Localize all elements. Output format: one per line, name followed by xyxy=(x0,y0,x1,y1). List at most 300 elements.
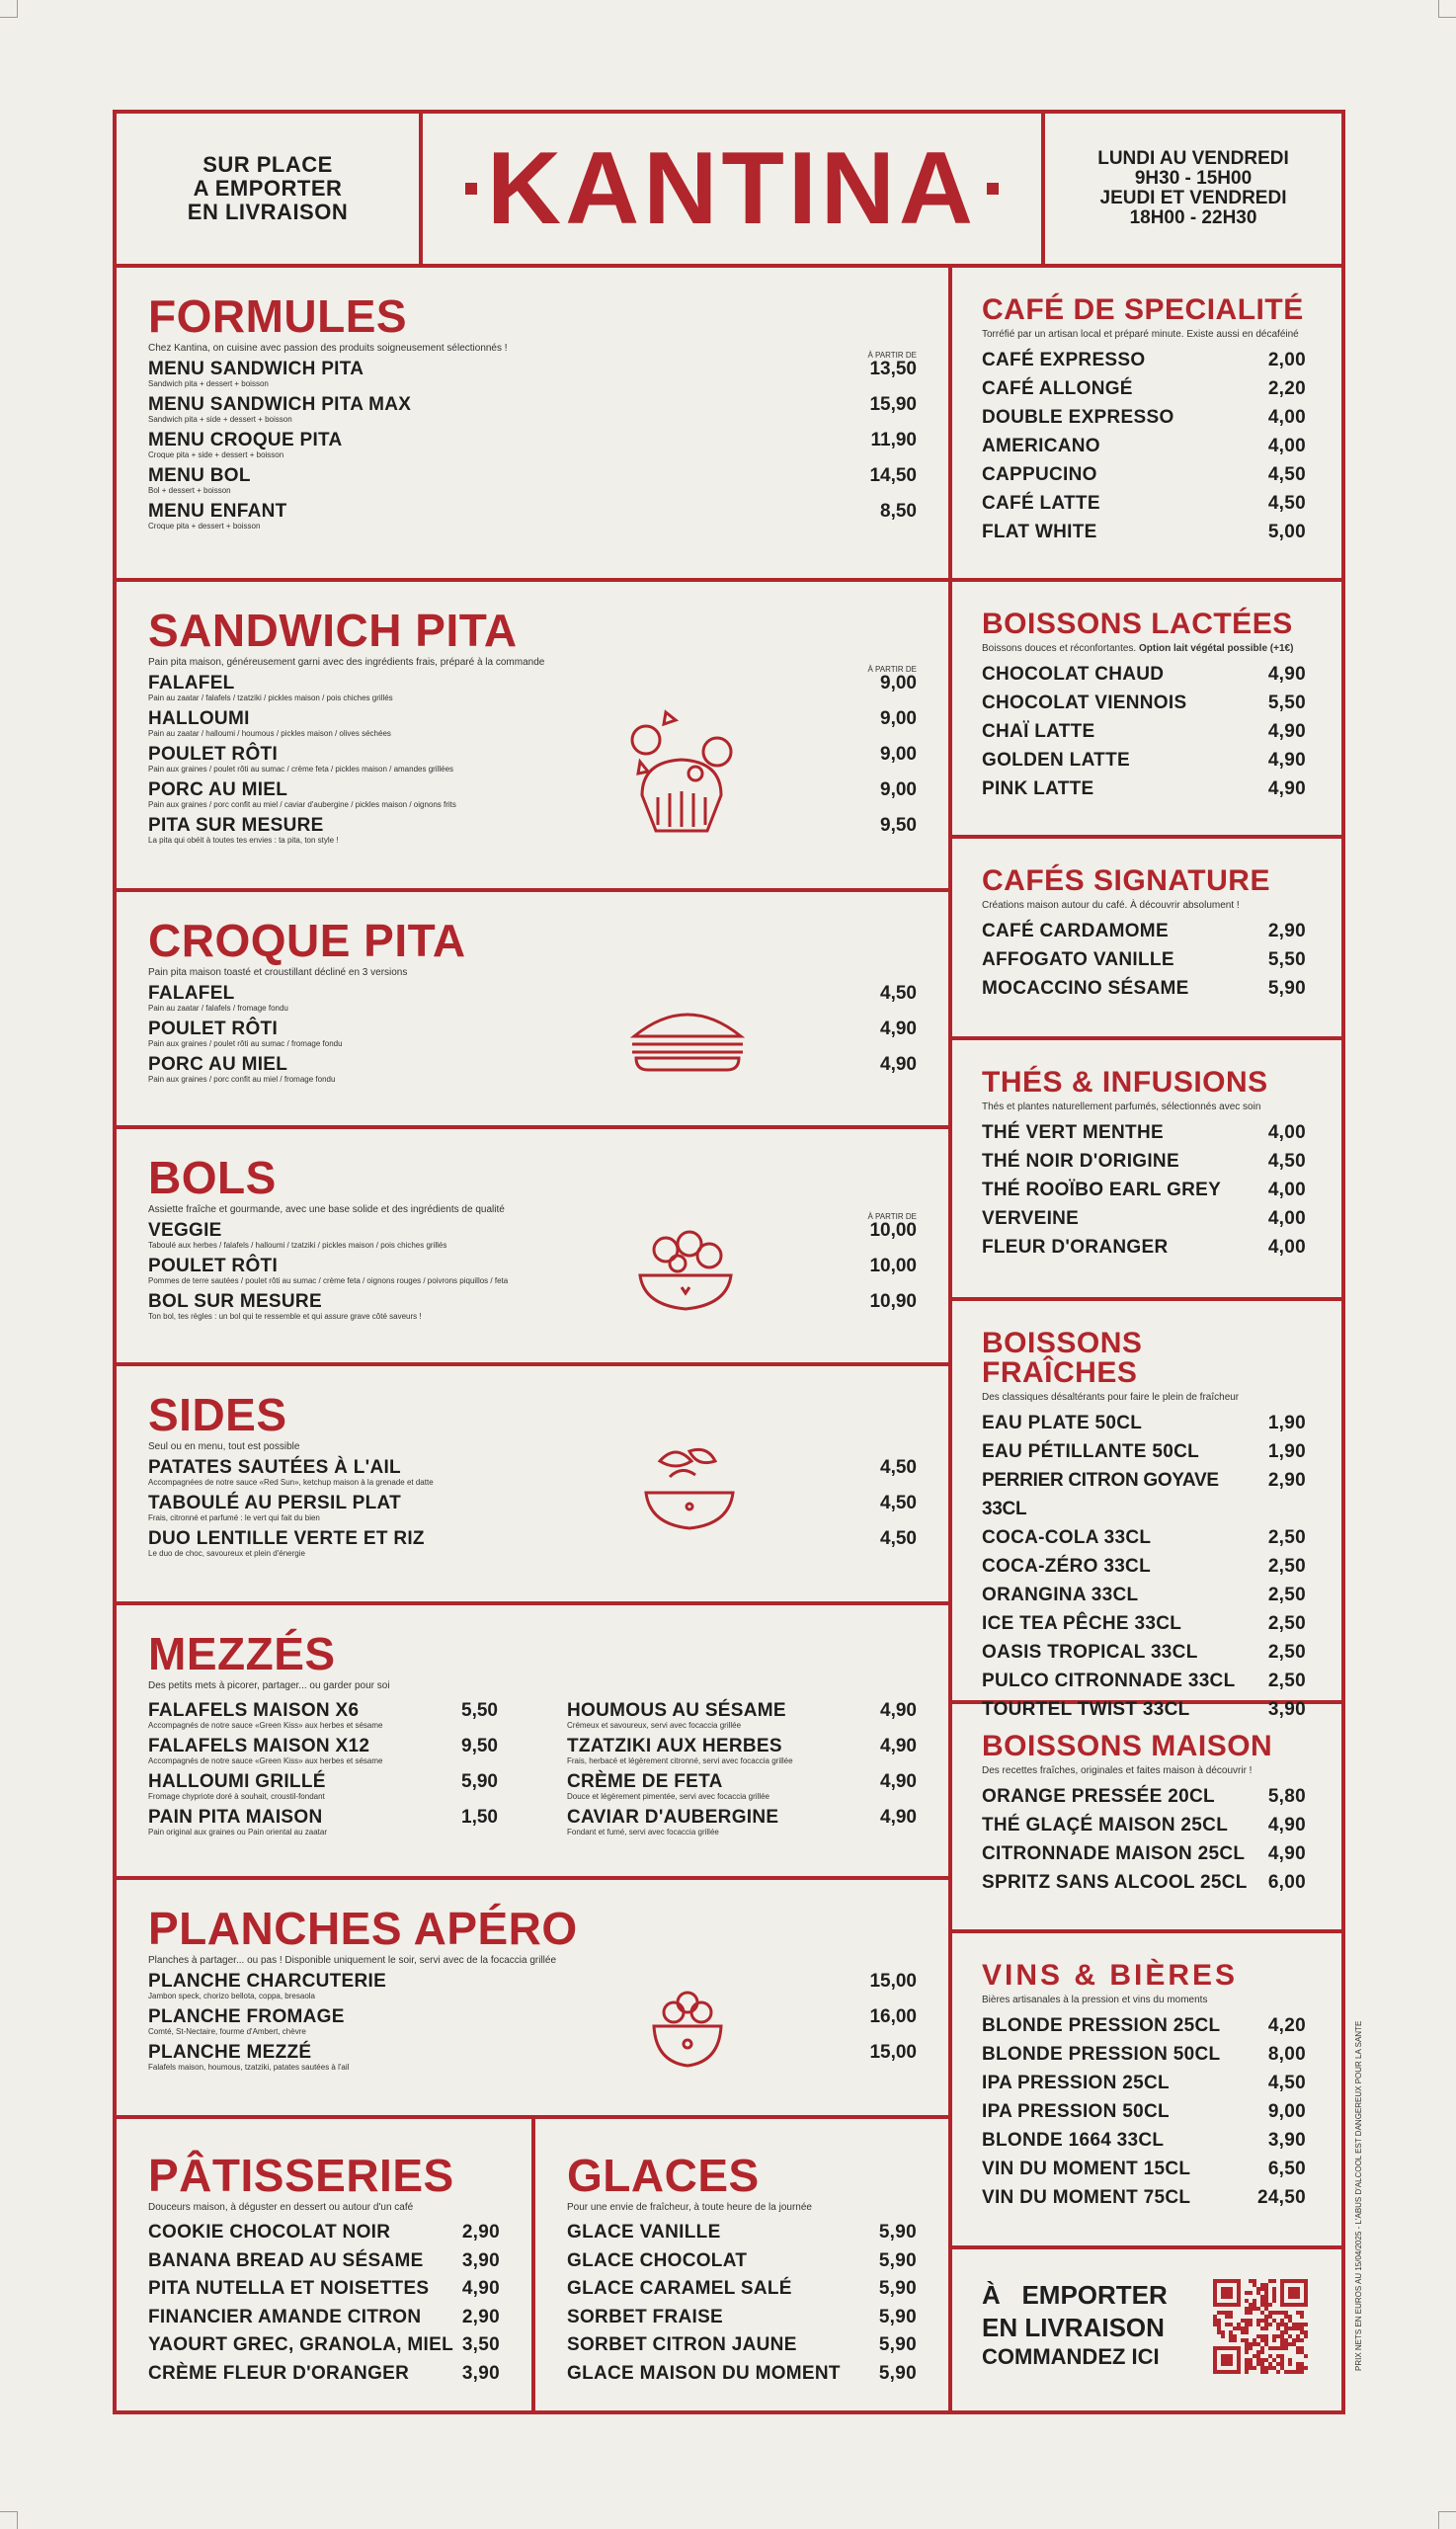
croque-sandwich-icon xyxy=(628,1011,747,1074)
item-name: TOURTEL TWIST 33CL xyxy=(982,1699,1190,1720)
item-price: 5,90 xyxy=(878,2249,917,2271)
menu-item xyxy=(982,518,1306,546)
menu-item xyxy=(982,1204,1306,1233)
item-price: 3,90 xyxy=(461,2362,500,2384)
item-desc: Fromage chypriote doré à souhait, croustil-fondant xyxy=(148,1792,325,1801)
menu-item xyxy=(982,1409,1306,1437)
item-name: CHAÏ LATTE xyxy=(982,721,1095,742)
item-name: THÉ NOIR D'ORIGINE xyxy=(982,1151,1179,1172)
menu-item xyxy=(148,709,917,739)
item-desc: Accompagnés de notre sauce «Green Kiss» aux herbes et sésame xyxy=(148,1756,383,1765)
menu-item xyxy=(982,2155,1306,2183)
section-desc: Créations maison autour du café. À découvrir absolument ! xyxy=(982,900,1240,911)
item-price: 5,90 xyxy=(461,1771,498,1792)
item-price: 4,50 xyxy=(880,983,917,1004)
menu-item xyxy=(148,1257,917,1286)
item-desc: Pain au zaatar / halloumi / houmous / pickles maison / olives séchées xyxy=(148,729,391,738)
item-name: IPA PRESSION 25CL xyxy=(982,2073,1170,2093)
item-name: VEGGIE xyxy=(148,1220,222,1241)
item-name: THÉ VERT MENTHE xyxy=(982,1122,1164,1143)
item-name: VIN DU MOMENT 15CL xyxy=(982,2159,1191,2179)
item-desc: Frais, herbacé et légèrement citronné, servi avec focaccia grillée xyxy=(567,1756,793,1765)
item-name: CRÈME DE FETA xyxy=(567,1771,723,1792)
item-name: PATATES SAUTÉES À L'AIL xyxy=(148,1457,401,1478)
item-desc: Pain au zaatar / falafels / fromage fondu xyxy=(148,1004,288,1013)
menu-item xyxy=(982,1782,1306,1811)
menu-item xyxy=(148,2247,500,2276)
item-name: BOL SUR MESURE xyxy=(148,1291,322,1312)
menu-item xyxy=(982,1868,1306,1897)
menu-item xyxy=(567,2247,917,2276)
menu-item xyxy=(982,2126,1306,2155)
menu-item xyxy=(982,660,1306,689)
item-name: BLONDE PRESSION 25CL xyxy=(982,2015,1221,2036)
menu-item xyxy=(148,1055,917,1085)
item-name: FINANCIER AMANDE CITRON xyxy=(148,2306,422,2327)
item-name: TZATZIKI AUX HERBES xyxy=(567,1736,782,1756)
item-price: 4,00 xyxy=(1267,407,1306,428)
menu-item xyxy=(148,1292,917,1322)
item-desc: Accompagnés de notre sauce «Green Kiss» aux herbes et sésame xyxy=(148,1721,383,1730)
item-name: MENU SANDWICH PITA MAX xyxy=(148,394,412,415)
menu-item xyxy=(148,1221,917,1251)
item-price: 9,00 xyxy=(880,744,917,765)
item-price: 4,50 xyxy=(1267,2073,1306,2093)
section-patisseries xyxy=(117,2119,535,2410)
menu-item xyxy=(982,2040,1306,2069)
item-price: 4,50 xyxy=(880,1493,917,1513)
item-name: CITRONNADE MAISON 25CL xyxy=(982,1843,1246,1864)
section-title: PLANCHES APÉRO xyxy=(148,1903,578,1954)
item-name: GLACE CHOCOLAT xyxy=(567,2249,748,2271)
item-price: 2,90 xyxy=(1267,921,1306,941)
item-price: 5,90 xyxy=(1267,978,1306,999)
item-price: 5,90 xyxy=(878,2278,917,2299)
item-price: 9,00 xyxy=(880,708,917,729)
item-name: FALAFELS MAISON X6 xyxy=(148,1700,360,1721)
menu-item xyxy=(982,1811,1306,1839)
item-price: 5,90 xyxy=(878,2222,917,2243)
item-desc: Sandwich pita + dessert + boisson xyxy=(148,379,269,388)
item-desc: Jambon speck, chorizo bellota, coppa, bresaola xyxy=(148,1992,315,2000)
crop-mark-bottom-right xyxy=(1438,2511,1456,2529)
menu-item xyxy=(148,360,917,389)
item-name: MENU CROQUE PITA xyxy=(148,430,343,450)
item-name: BLONDE 1664 33CL xyxy=(982,2130,1165,2151)
section-title: BOLS xyxy=(148,1152,277,1203)
menu-item xyxy=(982,489,1306,518)
menu-item xyxy=(982,974,1306,1003)
item-price: 15,00 xyxy=(869,2042,917,2063)
item-price: 11,90 xyxy=(870,430,917,450)
item-name: PLANCHE CHARCUTERIE xyxy=(148,1971,387,1992)
item-name: PINK LATTE xyxy=(982,778,1094,799)
service-mode: EN LIVRAISON xyxy=(187,200,349,225)
item-price: 2,50 xyxy=(1267,1671,1306,1691)
item-name: BANANA BREAD AU SÉSAME xyxy=(148,2249,424,2271)
item-name: FLAT WHITE xyxy=(982,522,1097,542)
item-price: 10,90 xyxy=(869,1291,917,1312)
item-name: GOLDEN LATTE xyxy=(982,750,1130,771)
item-price: 5,90 xyxy=(878,2334,917,2355)
item-desc: Croque pita + side + dessert + boisson xyxy=(148,450,284,459)
menu-item xyxy=(982,2097,1306,2126)
section-cafes-signature xyxy=(952,839,1341,1040)
item-desc: Accompagnées de notre sauce «Red Sun», ketchup maison à la grenade et datte xyxy=(148,1478,434,1487)
item-price: 2,50 xyxy=(1267,1585,1306,1605)
section-bols xyxy=(117,1129,952,1366)
item-price: 3,90 xyxy=(461,2249,500,2271)
section-title: MEZZÉS xyxy=(148,1628,336,1679)
item-price: 2,00 xyxy=(1267,350,1306,370)
desc-option: Option lait végétal possible (+1€) xyxy=(1138,643,1294,654)
item-name: HOUMOUS AU SÉSAME xyxy=(567,1700,786,1721)
opening-hours xyxy=(1041,114,1341,268)
item-name: PORC AU MIEL xyxy=(148,1054,288,1075)
item-price: 8,00 xyxy=(1267,2044,1306,2065)
section-title: BOISSONS LACTÉES xyxy=(982,608,1293,640)
item-desc: Pommes de terre sautées / poulet rôti au sumac / crème feta / oignons rouges / poivrons piquillos / feta xyxy=(148,1276,509,1285)
item-price: 4,90 xyxy=(880,1700,917,1721)
item-price: 4,90 xyxy=(1267,664,1306,685)
menu-item xyxy=(982,432,1306,460)
item-price: 2,50 xyxy=(1267,1556,1306,1577)
menu-item xyxy=(982,1609,1306,1638)
menu-item xyxy=(567,2360,917,2389)
item-desc: Crémeux et savoureux, servi avec focaccia grillée xyxy=(567,1721,742,1730)
item-price: 4,50 xyxy=(1267,493,1306,514)
side-bowl-icon xyxy=(640,1441,739,1536)
menu-item xyxy=(982,1667,1306,1695)
item-price: 4,90 xyxy=(1267,1815,1306,1836)
item-price: 13,50 xyxy=(869,359,917,379)
item-price: 9,00 xyxy=(1267,2101,1306,2122)
item-name: CAPPUCINO xyxy=(982,464,1097,485)
menu-item xyxy=(148,2007,917,2037)
menu-item xyxy=(982,2069,1306,2097)
legal-note: PRIX NETS EN EUROS AU 15/04/2025 - L'ABUS D'ALCOOL EST DANGEREUX POUR LA SANTE xyxy=(1354,2020,1363,2371)
item-name: FALAFEL xyxy=(148,983,235,1004)
item-desc: Pain aux graines / poulet rôti au sumac / fromage fondu xyxy=(148,1039,343,1048)
item-price: 4,90 xyxy=(1267,750,1306,771)
menu-item xyxy=(982,1147,1306,1176)
section-desc: Pour une envie de fraîcheur, à toute heure de la journée xyxy=(567,2202,812,2213)
order-line: À EMPORTER xyxy=(982,2280,1168,2310)
item-price: 4,50 xyxy=(1267,464,1306,485)
item-desc: Pain aux graines / porc confit au miel / fromage fondu xyxy=(148,1075,336,1084)
item-price: 24,50 xyxy=(1256,2187,1306,2208)
item-price: 4,50 xyxy=(880,1528,917,1549)
item-name: FLEUR D'ORANGER xyxy=(982,1237,1169,1258)
item-price: 4,90 xyxy=(880,1736,917,1756)
menu-item xyxy=(982,1638,1306,1667)
item-price: 1,90 xyxy=(1267,1441,1306,1462)
section-title: THÉS & INFUSIONS xyxy=(982,1066,1268,1099)
menu-item xyxy=(982,374,1306,403)
service-modes xyxy=(117,114,423,268)
item-price: 1,50 xyxy=(461,1807,498,1828)
menu-item xyxy=(148,502,917,531)
section-desc: Torréfié par un artisan local et préparé minute. Existe aussi en décaféiné xyxy=(982,329,1299,340)
item-name: OASIS TROPICAL 33CL xyxy=(982,1642,1198,1663)
section-sandwich-pita xyxy=(117,582,952,892)
item-name: TABOULÉ AU PERSIL PLAT xyxy=(148,1493,402,1513)
item-name: SORBET FRAISE xyxy=(567,2306,724,2327)
section-planches-apero xyxy=(117,1880,952,2119)
item-price: 8,50 xyxy=(880,501,917,522)
item-price: 10,00 xyxy=(869,1256,917,1276)
item-name: PLANCHE MEZZÉ xyxy=(148,2042,312,2063)
item-name: GLACE VANILLE xyxy=(567,2222,721,2243)
item-name: POULET RÔTI xyxy=(148,744,279,765)
bowl-icon xyxy=(636,1228,735,1317)
item-name: SPRITZ SANS ALCOOL 25CL xyxy=(982,1872,1248,1893)
section-title: GLACES xyxy=(567,2150,760,2201)
item-desc: Ton bol, tes règles : un bol qui te ressemble et qui assure grave côté saveurs ! xyxy=(148,1312,422,1321)
menu-item xyxy=(148,1701,498,1731)
item-desc: Douce et légèrement pimentée, servi avec focaccia grillée xyxy=(567,1792,769,1801)
section-boissons-maison xyxy=(952,1704,1341,1933)
item-name: CHOCOLAT VIENNOIS xyxy=(982,693,1187,713)
menu-item xyxy=(148,1772,498,1802)
item-price: 4,90 xyxy=(880,1054,917,1075)
item-price: 4,20 xyxy=(1267,2015,1306,2036)
menu-item xyxy=(982,1523,1306,1552)
item-desc: La pita qui obéit à toutes tes envies : ta pita, ton style ! xyxy=(148,836,339,845)
menu-item xyxy=(567,1701,917,1731)
item-desc: Taboulé aux herbes / falafels / halloumi / tzatziki / pickles maison / pois chiches grillés xyxy=(148,1241,447,1250)
menu-item xyxy=(982,1176,1306,1204)
order-text xyxy=(982,2279,1168,2371)
section-desc: Chez Kantina, on cuisine avec passion des produits soigneusement sélectionnés ! xyxy=(148,343,508,354)
menu-item xyxy=(148,1737,498,1766)
item-price: 10,00 xyxy=(869,1220,917,1241)
item-price: 4,00 xyxy=(1267,1180,1306,1200)
item-price: 5,80 xyxy=(1267,1786,1306,1807)
item-desc: Pain au zaatar / falafels / tzatziki / pickles maison / pois chiches grillés xyxy=(148,693,393,702)
item-price: 4,90 xyxy=(880,1771,917,1792)
item-price: 6,00 xyxy=(1267,1872,1306,1893)
item-name: COCA-ZÉRO 33CL xyxy=(982,1556,1151,1577)
section-desc xyxy=(982,643,1306,654)
item-name: IPA PRESSION 50CL xyxy=(982,2101,1170,2122)
menu-item xyxy=(567,2275,917,2304)
item-name: ORANGE PRESSÉE 20CL xyxy=(982,1786,1215,1807)
item-name: PITA SUR MESURE xyxy=(148,815,324,836)
item-price: 5,50 xyxy=(1267,693,1306,713)
menu-item xyxy=(148,431,917,460)
item-name: AFFOGATO VANILLE xyxy=(982,949,1174,970)
price-from-label: À PARTIR DE xyxy=(867,1212,917,1221)
item-price: 4,90 xyxy=(1267,1843,1306,1864)
menu-frame xyxy=(113,110,1345,2414)
item-name: VERVEINE xyxy=(982,1208,1080,1229)
item-price: 9,50 xyxy=(461,1736,498,1756)
item-desc: Le duo de choc, savoureux et plein d'énergie xyxy=(148,1549,305,1558)
item-name: COOKIE CHOCOLAT NOIR xyxy=(148,2222,391,2243)
menu-item xyxy=(982,689,1306,717)
mezzes-left-list xyxy=(148,1697,498,1837)
menu-item xyxy=(148,1808,498,1837)
section-title: BOISSONS FRAÎCHES xyxy=(982,1327,1143,1389)
item-price: 9,00 xyxy=(880,673,917,693)
item-name: AMERICANO xyxy=(982,436,1100,456)
item-name: BLONDE PRESSION 50CL xyxy=(982,2044,1221,2065)
item-desc: Pain original aux graines ou Pain oriental au zaatar xyxy=(148,1828,328,1836)
item-name: CAFÉ LATTE xyxy=(982,493,1100,514)
item-name: MENU SANDWICH PITA xyxy=(148,359,364,379)
section-thes-infusions xyxy=(952,1040,1341,1301)
menu-item xyxy=(982,1118,1306,1147)
menu-item xyxy=(982,775,1306,803)
item-price: 9,50 xyxy=(880,815,917,836)
item-price: 3,90 xyxy=(1267,2130,1306,2151)
logo-dot-icon xyxy=(465,183,477,195)
item-desc: Croque pita + dessert + boisson xyxy=(148,522,261,530)
item-price: 9,00 xyxy=(880,779,917,800)
section-title: PÂTISSERIES xyxy=(148,2150,454,2201)
item-name: PORC AU MIEL xyxy=(148,779,288,800)
menu-item xyxy=(982,917,1306,945)
item-desc: Pain aux graines / porc confit au miel / caviar d'aubergine / pickles maison / oignons frits xyxy=(148,800,456,809)
item-desc: Falafels maison, houmous, tzatziki, patates sautées à l'ail xyxy=(148,2063,350,2072)
menu-item xyxy=(148,984,917,1014)
item-price: 4,00 xyxy=(1267,1122,1306,1143)
menu-item xyxy=(982,1552,1306,1581)
item-name: THÉ ROOÏBO EARL GREY xyxy=(982,1180,1222,1200)
menu-item xyxy=(982,1437,1306,1466)
menu-item xyxy=(148,2219,500,2247)
section-croque-pita xyxy=(117,892,952,1129)
item-price: 4,00 xyxy=(1267,1208,1306,1229)
hours-line: 18H00 - 22H30 xyxy=(1129,206,1257,228)
item-price: 15,90 xyxy=(869,394,917,415)
menu-item xyxy=(982,717,1306,746)
item-name: GLACE CARAMEL SALÉ xyxy=(567,2278,792,2299)
item-name: MENU ENFANT xyxy=(148,501,287,522)
section-mezzes xyxy=(117,1605,952,1880)
item-name: COCA-COLA 33CL xyxy=(982,1527,1152,1548)
item-name: ICE TEA PÊCHE 33CL xyxy=(982,1613,1182,1634)
section-glaces xyxy=(535,2119,952,2410)
menu-item xyxy=(982,746,1306,775)
item-name: ORANGINA 33CL xyxy=(982,1585,1139,1605)
section-desc: Des petits mets à picorer, partager... ou garder pour soi xyxy=(148,1680,390,1691)
section-title: SIDES xyxy=(148,1389,287,1440)
section-title: BOISSONS MAISON xyxy=(982,1730,1273,1762)
item-price: 15,00 xyxy=(869,1971,917,1992)
item-price: 6,50 xyxy=(1267,2159,1306,2179)
section-desc: Pain pita maison, généreusement garni avec des ingrédients frais, préparé à la commande xyxy=(148,657,545,668)
menu-item xyxy=(982,2011,1306,2040)
item-desc: Sandwich pita + side + dessert + boisson xyxy=(148,415,292,424)
item-price: 4,50 xyxy=(880,1457,917,1478)
item-name: THÉ GLAÇÉ MAISON 25CL xyxy=(982,1815,1229,1836)
service-mode: SUR PLACE xyxy=(202,151,333,177)
item-name: CRÈME FLEUR D'ORANGER xyxy=(148,2362,410,2384)
crop-mark-top-left xyxy=(0,0,18,18)
item-name: POULET RÔTI xyxy=(148,1019,279,1039)
menu-item xyxy=(148,1494,917,1523)
item-price: 14,50 xyxy=(869,465,917,486)
section-boissons-fraiches xyxy=(952,1301,1341,1720)
item-price: 4,90 xyxy=(1267,721,1306,742)
item-desc: Pain aux graines / poulet rôti au sumac / crème feta / pickles maison / amandes grillées xyxy=(148,765,454,774)
item-name: CAVIAR D'AUBERGINE xyxy=(567,1807,779,1828)
menu-item xyxy=(148,816,917,846)
item-name: CAFÉ ALLONGÉ xyxy=(982,378,1133,399)
menu-item xyxy=(148,1020,917,1049)
menu-item xyxy=(567,2331,917,2360)
item-price: 2,90 xyxy=(1267,1470,1306,1491)
qr-code-icon[interactable] xyxy=(1213,2279,1308,2374)
menu-item xyxy=(982,460,1306,489)
menu-item xyxy=(567,1737,917,1766)
section-sides xyxy=(117,1366,952,1605)
section-desc: Planches à partager... ou pas ! Disponible uniquement le soir, servi avec de la focaccia grillée xyxy=(148,1955,557,1966)
item-name: PITA NUTELLA ET NOISETTES xyxy=(148,2278,430,2299)
hours-line: LUNDI AU VENDREDI xyxy=(1097,148,1289,170)
item-name: DUO LENTILLE VERTE ET RIZ xyxy=(148,1528,425,1549)
order-online-block[interactable] xyxy=(952,2249,1341,2410)
section-desc: Pain pita maison toasté et croustillant décliné en 3 versions xyxy=(148,967,408,978)
menu-item xyxy=(148,780,917,810)
item-name: POULET RÔTI xyxy=(148,1256,279,1276)
menu-item xyxy=(982,1233,1306,1262)
item-desc: Bol + dessert + boisson xyxy=(148,486,231,495)
crop-mark-top-right xyxy=(1438,0,1456,18)
service-mode: A EMPORTER xyxy=(193,175,343,201)
item-price: 2,20 xyxy=(1267,378,1306,399)
menu-item xyxy=(148,395,917,425)
item-desc: Fondant et fumé, servi avec focaccia grillée xyxy=(567,1828,719,1836)
item-name: CAFÉ EXPRESSO xyxy=(982,350,1146,370)
section-title: SANDWICH PITA xyxy=(148,605,518,656)
menu-item xyxy=(567,2304,917,2332)
menu-item xyxy=(148,674,917,703)
item-name: YAOURT GREC, GRANOLA, MIEL xyxy=(148,2334,453,2355)
pita-wrap-icon xyxy=(626,700,745,839)
menu-item xyxy=(148,2360,500,2389)
section-desc: Des recettes fraîches, originales et faites maison à découvrir ! xyxy=(982,1765,1253,1776)
item-name: VIN DU MOMENT 75CL xyxy=(982,2187,1191,2208)
section-desc: Thés et plantes naturellement parfumés, sélectionnés avec soin xyxy=(982,1101,1261,1112)
item-price: 2,90 xyxy=(461,2306,500,2327)
item-price: 2,50 xyxy=(1267,1613,1306,1634)
item-price: 4,90 xyxy=(880,1807,917,1828)
item-price: 4,00 xyxy=(1267,1237,1306,1258)
section-formules xyxy=(117,268,952,582)
section-title: VINS & BIÈRES xyxy=(982,1959,1239,1992)
menu-item xyxy=(982,2183,1306,2212)
menu-item xyxy=(567,1772,917,1802)
planche-bowl-icon xyxy=(650,1989,725,2072)
menu-item xyxy=(567,2219,917,2247)
item-price: 2,90 xyxy=(461,2222,500,2243)
item-name: FALAFEL xyxy=(148,673,235,693)
item-price: 5,50 xyxy=(1267,949,1306,970)
menu-item xyxy=(148,1529,917,1559)
item-price: 5,50 xyxy=(461,1700,498,1721)
item-desc: Comté, St-Nectaire, fourme d'Ambert, chèvre xyxy=(148,2027,306,2036)
menu-item xyxy=(148,2331,500,2360)
menu-item xyxy=(148,466,917,496)
item-price: 4,50 xyxy=(1267,1151,1306,1172)
item-name: PAIN PITA MAISON xyxy=(148,1807,323,1828)
item-price: 5,90 xyxy=(878,2306,917,2327)
item-name: CAFÉ CARDAMOME xyxy=(982,921,1169,941)
brand-name: KANTINA xyxy=(487,130,977,246)
